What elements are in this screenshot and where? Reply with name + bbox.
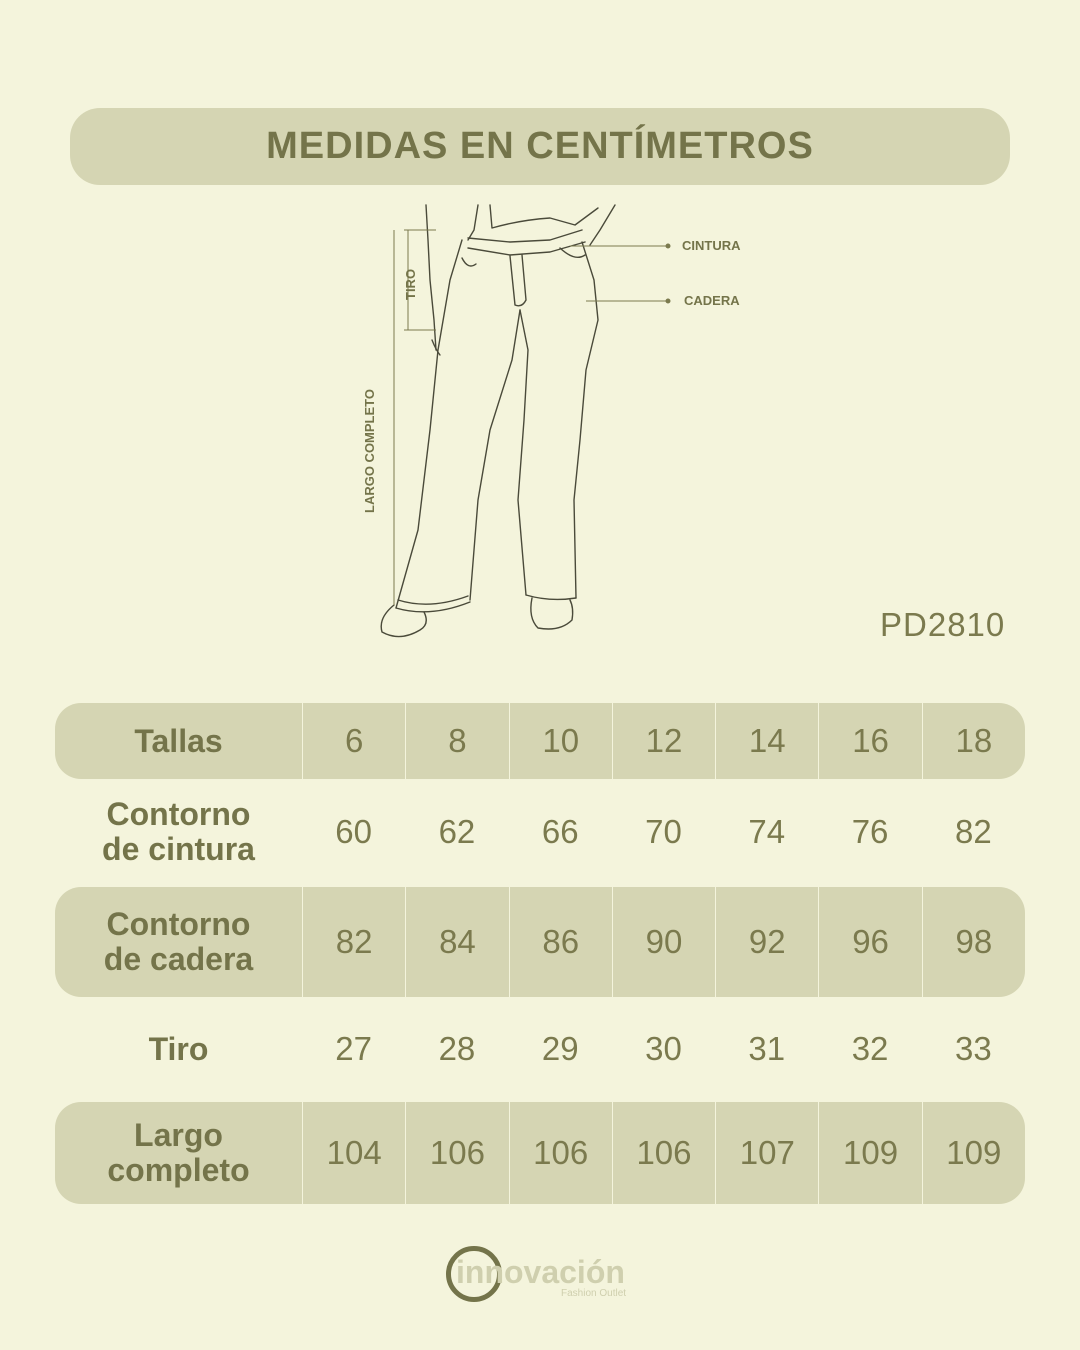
- row-contorno-cintura: [55, 789, 1025, 875]
- table-cell: 16: [818, 703, 921, 779]
- table-cell: 30: [645, 1030, 682, 1067]
- row-largo-completo: [55, 1102, 1025, 1204]
- table-cell: 92: [715, 887, 818, 997]
- brand-logo: [446, 1244, 646, 1314]
- table-cell: 32: [851, 1030, 889, 1067]
- table-cell: 18: [922, 703, 1025, 779]
- row-tiro: [55, 1009, 1025, 1089]
- row-header: Largo completo: [107, 1117, 250, 1188]
- row-header: Contorno de cintura: [102, 796, 255, 867]
- table-cell: 66: [541, 813, 579, 850]
- table-cell: 8: [405, 703, 508, 779]
- table-cell: 76: [851, 813, 889, 850]
- table-cell: 86: [509, 887, 612, 997]
- row-tallas: [55, 703, 1025, 779]
- row-header: Contorno de cadera: [103, 906, 254, 977]
- row-header: Tiro: [148, 1030, 209, 1067]
- row-header: Tallas: [134, 722, 223, 759]
- table-cell: 84: [405, 887, 508, 997]
- title-banner: [70, 108, 1010, 185]
- table-cell: 62: [438, 813, 476, 850]
- table-cell: 96: [818, 887, 921, 997]
- table-cell: 70: [645, 813, 682, 850]
- cintura-label: CINTURA: [682, 238, 741, 253]
- table-cell: 106: [405, 1102, 508, 1204]
- table-cell: 27: [335, 1030, 372, 1067]
- table-cell: 107: [715, 1102, 818, 1204]
- table-cell: 10: [509, 703, 612, 779]
- table-cell: 74: [748, 813, 786, 850]
- table-cell: 109: [922, 1102, 1025, 1204]
- table-cell: 106: [612, 1102, 715, 1204]
- table-cell: 90: [612, 887, 715, 997]
- table-cell: 6: [302, 703, 405, 779]
- table-cell: 28: [438, 1030, 476, 1067]
- tiro-label: TIRO: [403, 268, 418, 300]
- table-cell: 109: [818, 1102, 921, 1204]
- table-cell: 82: [954, 813, 992, 850]
- table-cell: 12: [612, 703, 715, 779]
- table-cell: 104: [302, 1102, 405, 1204]
- table-cell: 14: [715, 703, 818, 779]
- table-cell: 29: [541, 1030, 579, 1067]
- table-cell: 60: [335, 813, 372, 850]
- logo-wordmark: innovación: [456, 1254, 625, 1290]
- page-title: MEDIDAS EN CENTÍMETROS: [266, 125, 814, 167]
- table-cell: 106: [509, 1102, 612, 1204]
- largo-completo-label: LARGO COMPLETO: [362, 389, 377, 513]
- table-cell: 82: [302, 887, 405, 997]
- product-code: PD2810: [880, 606, 1006, 643]
- cadera-label: CADERA: [684, 293, 740, 308]
- table-cell: 98: [922, 887, 1025, 997]
- logo-tagline: Fashion Outlet: [561, 1288, 627, 1299]
- table-cell: 31: [748, 1030, 786, 1067]
- table-cell: 33: [954, 1030, 992, 1067]
- row-contorno-cadera: [55, 887, 1025, 997]
- jeans-illustration: [350, 200, 770, 650]
